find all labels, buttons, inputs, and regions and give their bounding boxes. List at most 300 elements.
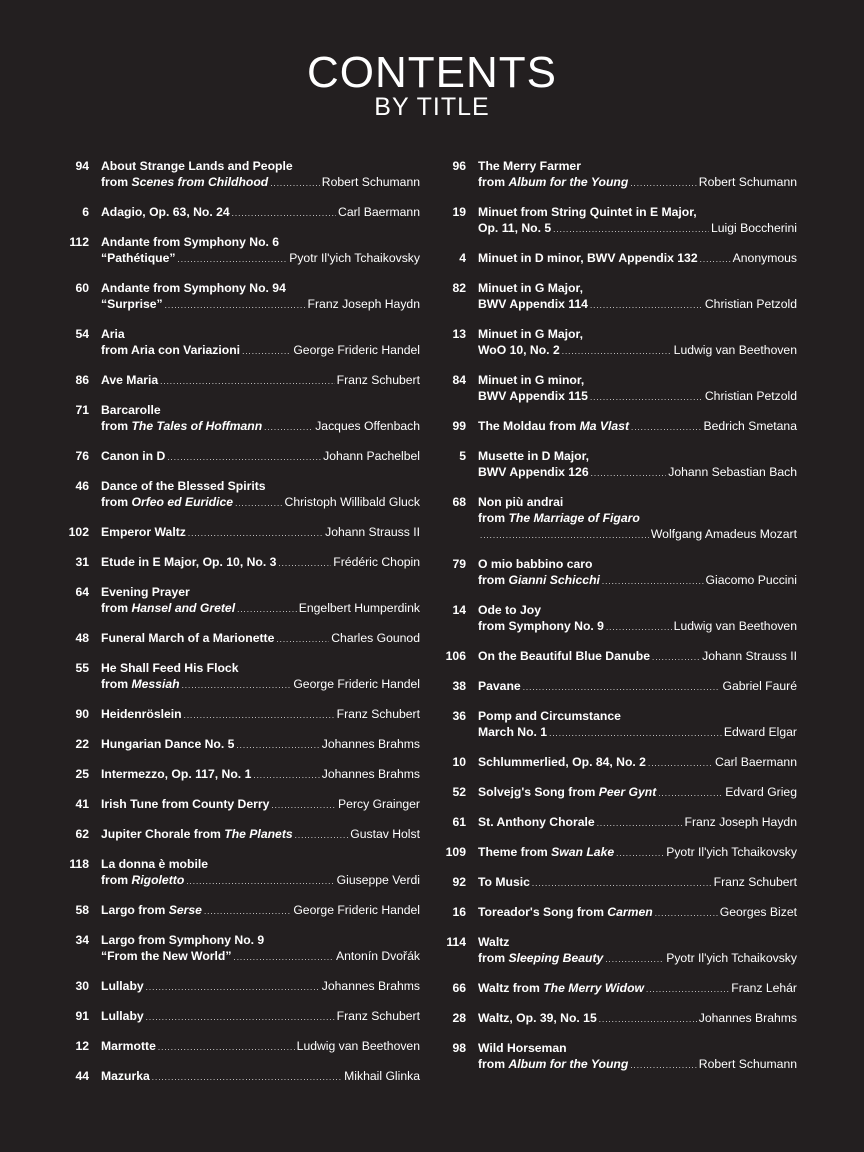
composer-name: Gabriel Fauré — [722, 679, 797, 693]
piece-title — [478, 602, 541, 618]
piece-title — [478, 418, 629, 434]
dot-leader — [590, 390, 703, 406]
piece-title — [101, 1038, 156, 1054]
piece-title — [101, 902, 202, 918]
composer-name: Robert Schumann — [698, 175, 797, 189]
toc-entry — [437, 372, 797, 406]
piece-title-text: Minuet from String Quintet in E Major, — [478, 205, 697, 219]
toc-title-line — [101, 342, 420, 360]
piece-title — [478, 1010, 597, 1026]
toc-entry — [437, 814, 797, 832]
composer-name: Edward Elgar — [723, 725, 797, 739]
toc-title-line — [101, 402, 420, 418]
piece-title-text: Mazurka — [101, 1069, 150, 1083]
piece-title-text: WoO 10, No. 2 — [478, 343, 560, 357]
page-number: 60 — [75, 281, 89, 295]
composer-name: Franz Schubert — [336, 1009, 420, 1023]
page-number: 86 — [75, 373, 89, 387]
piece-title-text: Minuet in G Major, — [478, 327, 583, 341]
toc-entry — [60, 448, 420, 466]
piece-title-italic: The Marriage of Figaro — [508, 511, 640, 525]
toc-entry — [437, 448, 797, 482]
toc-title-line — [101, 250, 420, 268]
piece-title-text: Minuet in G Major, — [478, 281, 583, 295]
toc-entry — [60, 402, 420, 436]
dot-leader — [599, 1012, 697, 1028]
composer-name: Franz Lehár — [731, 981, 797, 995]
dot-leader — [630, 1058, 696, 1074]
piece-title-text: Irish Tune from County Derry — [101, 797, 270, 811]
page-number: 98 — [452, 1041, 466, 1055]
toc-title-line — [101, 174, 420, 192]
page-number: 19 — [452, 205, 466, 219]
dot-leader — [549, 726, 722, 742]
dot-leader — [616, 846, 664, 862]
piece-title-text: “Pathétique” — [101, 251, 176, 265]
composer-name: Mikhail Glinka — [344, 1069, 420, 1083]
toc-entry — [437, 556, 797, 590]
piece-title-italic: The Tales of Hoffmann — [131, 419, 263, 433]
page-number: 41 — [75, 797, 89, 811]
page-number: 25 — [75, 767, 89, 781]
toc-entry — [60, 660, 420, 694]
toc-title-line — [478, 280, 797, 296]
toc-entry — [437, 934, 797, 968]
toc-title-line — [478, 204, 797, 220]
piece-title-italic: Sleeping Beauty — [508, 951, 604, 965]
piece-title — [101, 766, 251, 782]
toc-title-line — [101, 448, 420, 466]
dot-leader — [562, 344, 672, 360]
toc-title-line — [478, 418, 797, 436]
toc-title-line — [478, 526, 797, 544]
toc-entry — [60, 158, 420, 192]
page-number: 92 — [452, 875, 466, 889]
composer-name: Christoph Willibald Gluck — [284, 495, 420, 509]
dot-leader — [276, 632, 329, 648]
toc-entry — [60, 1038, 420, 1056]
toc-entry — [437, 250, 797, 268]
piece-title-text: Emperor Waltz — [101, 525, 186, 539]
piece-title — [101, 234, 279, 250]
dot-leader — [188, 526, 323, 542]
toc-entry — [437, 1010, 797, 1028]
page-number: 10 — [452, 755, 466, 769]
toc-entry — [437, 494, 797, 544]
dot-leader — [655, 906, 718, 922]
toc-entry — [437, 904, 797, 922]
toc-title-line — [101, 706, 420, 724]
piece-title-text: Non più andrai — [478, 495, 564, 509]
composer-name: Bedrich Smetana — [703, 419, 797, 433]
page-number: 71 — [75, 403, 89, 417]
dot-leader — [631, 420, 701, 436]
composer-name: Giacomo Puccini — [705, 573, 797, 587]
composer-name: Anonymous — [732, 251, 797, 265]
composer-name: Johann Strauss II — [702, 649, 797, 663]
composer-name: Giuseppe Verdi — [336, 873, 420, 887]
piece-title — [101, 706, 182, 722]
page-number: 38 — [452, 679, 466, 693]
piece-title — [478, 648, 650, 664]
piece-title-text: St. Anthony Chorale — [478, 815, 595, 829]
page-number: 64 — [75, 585, 89, 599]
dot-leader — [523, 680, 721, 696]
piece-title — [101, 478, 266, 494]
dot-leader — [233, 950, 334, 966]
toc-entry — [60, 554, 420, 572]
page-number: 91 — [75, 1009, 89, 1023]
toc-entry — [60, 932, 420, 966]
piece-title-text: from — [478, 951, 509, 965]
page-number: 6 — [82, 205, 89, 219]
piece-title — [478, 510, 640, 526]
piece-title — [478, 844, 614, 860]
page-number: 30 — [75, 979, 89, 993]
page-number: 12 — [75, 1039, 89, 1053]
toc-title-line — [478, 814, 797, 832]
piece-title — [101, 660, 239, 676]
composer-name: George Frideric Handel — [293, 903, 420, 917]
page-number: 62 — [75, 827, 89, 841]
piece-title-text: Waltz — [478, 935, 510, 949]
page-number: 28 — [452, 1011, 466, 1025]
toc-title-line — [101, 584, 420, 600]
contents-column-right — [437, 158, 797, 1086]
piece-title — [101, 418, 262, 434]
composer-name: Franz Joseph Haydn — [684, 815, 797, 829]
toc-title-line — [101, 856, 420, 872]
piece-title-text: from — [101, 677, 132, 691]
composer-name: Johannes Brahms — [321, 767, 420, 781]
piece-title — [101, 736, 234, 752]
page-number: 52 — [452, 785, 466, 799]
toc-entry — [437, 326, 797, 360]
toc-title-line — [478, 602, 797, 618]
composer-name: Pyotr Il'yich Tchaikovsky — [289, 251, 420, 265]
toc-title-line — [478, 934, 797, 950]
piece-title — [101, 174, 268, 190]
toc-entry — [60, 524, 420, 542]
piece-title — [478, 464, 589, 480]
dot-leader — [658, 786, 723, 802]
piece-title-text: Waltz from — [478, 981, 544, 995]
toc-title-line — [478, 648, 797, 666]
composer-name: Percy Grainger — [338, 797, 420, 811]
toc-title-line — [478, 296, 797, 314]
piece-title — [478, 904, 653, 920]
page-number: 48 — [75, 631, 89, 645]
toc-title-line — [478, 510, 797, 526]
toc-title-line — [478, 556, 797, 572]
page-number: 61 — [452, 815, 466, 829]
page-number: 13 — [452, 327, 466, 341]
piece-title-italic: Rigoletto — [131, 873, 185, 887]
composer-name: Engelbert Humperdink — [298, 601, 420, 615]
composer-name: Johannes Brahms — [321, 737, 420, 751]
piece-title-italic: Serse — [168, 903, 202, 917]
piece-title — [478, 784, 656, 800]
toc-title-line — [478, 372, 797, 388]
toc-title-line — [478, 980, 797, 998]
composer-name: Franz Schubert — [336, 373, 420, 387]
piece-title-text: Op. 11, No. 5 — [478, 221, 552, 235]
piece-title-text: from — [478, 1057, 509, 1071]
toc-entry — [60, 1068, 420, 1086]
page-number: 4 — [459, 251, 466, 265]
toc-title-line — [101, 660, 420, 676]
piece-title — [101, 402, 161, 418]
piece-title-text: from — [101, 873, 132, 887]
piece-title-italic: Album for the Young — [508, 175, 629, 189]
piece-title — [101, 372, 158, 388]
piece-title-text: from — [101, 175, 132, 189]
composer-name: Pyotr Il'yich Tchaikovsky — [666, 845, 797, 859]
piece-title — [478, 708, 621, 724]
dot-leader — [178, 252, 288, 268]
piece-title-text: On the Beautiful Blue Danube — [478, 649, 650, 663]
page-number: 16 — [452, 905, 466, 919]
piece-title — [478, 494, 563, 510]
piece-title-text: from — [101, 419, 132, 433]
piece-title-italic: Gianni Schicchi — [508, 573, 600, 587]
piece-title — [478, 874, 530, 890]
piece-title-text: BWV Appendix 126 — [478, 465, 589, 479]
toc-entry — [60, 1008, 420, 1026]
piece-title-italic: Ma Vlast — [579, 419, 630, 433]
toc-entry — [60, 706, 420, 724]
page-number: 34 — [75, 933, 89, 947]
piece-title — [478, 754, 646, 770]
piece-title-text: Lullaby — [101, 1009, 144, 1023]
composer-name: Antonín Dvořák — [335, 949, 420, 963]
page-number: 84 — [452, 373, 466, 387]
piece-title — [478, 572, 600, 588]
piece-title — [101, 204, 230, 220]
toc-title-line — [101, 554, 420, 572]
page-number: 76 — [75, 449, 89, 463]
page-title: CONTENTS — [307, 48, 557, 97]
dot-leader — [236, 738, 319, 754]
dot-leader — [253, 768, 319, 784]
piece-title-italic: Album for the Young — [508, 1057, 629, 1071]
piece-title — [478, 934, 509, 950]
piece-title-italic: The Planets — [224, 827, 293, 841]
toc-entry — [60, 326, 420, 360]
toc-entry — [60, 234, 420, 268]
page-number: 79 — [452, 557, 466, 571]
composer-name: Johannes Brahms — [321, 979, 420, 993]
piece-title — [478, 220, 551, 236]
dot-leader — [271, 798, 336, 814]
toc-entry — [60, 856, 420, 890]
page-subtitle: BY TITLE — [374, 93, 490, 121]
piece-title-text: Hungarian Dance No. 5 — [101, 737, 235, 751]
composer-name: Carl Baermann — [338, 205, 420, 219]
piece-title-text: BWV Appendix 114 — [478, 297, 588, 311]
piece-title — [101, 494, 233, 510]
page-number: 14 — [452, 603, 466, 617]
piece-title-text: Funeral March of a Marionette — [101, 631, 275, 645]
toc-title-line — [101, 372, 420, 390]
toc-entry — [437, 708, 797, 742]
dot-leader — [264, 420, 313, 436]
dot-leader — [146, 980, 320, 996]
toc-title-line — [101, 766, 420, 784]
toc-entry — [60, 796, 420, 814]
composer-name: Luigi Boccherini — [710, 221, 797, 235]
piece-title — [478, 372, 584, 388]
dot-leader — [591, 466, 667, 482]
piece-title-italic: Orfeo ed Euridice — [131, 495, 234, 509]
toc-title-line — [478, 950, 797, 968]
piece-title — [101, 978, 144, 994]
dot-leader — [630, 176, 696, 192]
toc-entry — [437, 648, 797, 666]
composer-name: Ludwig van Beethoven — [296, 1039, 420, 1053]
toc-entry — [437, 418, 797, 436]
piece-title — [101, 524, 186, 540]
page-number: 114 — [446, 935, 466, 949]
composer-name: Frédéric Chopin — [333, 555, 420, 569]
toc-title-line — [101, 630, 420, 648]
composer-name: Franz Joseph Haydn — [307, 297, 420, 311]
composer-name: Carl Baermann — [715, 755, 797, 769]
toc-title-line — [478, 1040, 797, 1056]
page-number: 112 — [69, 235, 89, 249]
toc-title-line — [478, 464, 797, 482]
dot-leader — [160, 374, 335, 390]
toc-entry — [437, 844, 797, 862]
composer-name: Robert Schumann — [321, 175, 420, 189]
piece-title — [101, 280, 286, 296]
dot-leader — [652, 650, 700, 666]
composer-name: Christian Petzold — [704, 297, 797, 311]
dot-leader — [590, 298, 703, 314]
piece-title — [101, 856, 208, 872]
toc-entry — [437, 784, 797, 802]
toc-title-line — [478, 678, 797, 696]
dot-leader — [237, 602, 297, 618]
page-number: 44 — [75, 1069, 89, 1083]
toc-entry — [437, 678, 797, 696]
toc-title-line — [478, 342, 797, 360]
piece-title — [101, 554, 276, 570]
toc-title-line — [101, 948, 420, 966]
page-number: 46 — [75, 479, 89, 493]
piece-title-text: BWV Appendix 115 — [478, 389, 588, 403]
piece-title — [478, 1040, 567, 1056]
page-number: 109 — [445, 845, 466, 859]
composer-name: Christian Petzold — [704, 389, 797, 403]
piece-title-text: Marmotte — [101, 1039, 156, 1053]
piece-title — [478, 980, 644, 996]
piece-title — [101, 676, 180, 692]
toc-entry — [60, 372, 420, 390]
page-number: 94 — [75, 159, 89, 173]
piece-title — [101, 826, 293, 842]
composer-name: Wolfgang Amadeus Mozart — [650, 527, 797, 541]
piece-title — [478, 388, 588, 404]
toc-title-line — [101, 736, 420, 754]
toc-title-line — [101, 872, 420, 890]
page-number: 58 — [75, 903, 89, 917]
contents-column-left — [60, 158, 420, 1098]
piece-title-text: Largo from — [101, 903, 169, 917]
piece-title — [478, 618, 604, 634]
piece-title-text: Ave Maria — [101, 373, 159, 387]
toc-entry — [60, 584, 420, 618]
composer-name: Gustav Holst — [350, 827, 420, 841]
toc-title-line — [101, 418, 420, 436]
page-number: 22 — [75, 737, 89, 751]
page-number: 36 — [452, 709, 466, 723]
toc-title-line — [101, 1038, 420, 1056]
toc-entry — [437, 874, 797, 892]
composer-name: George Frideric Handel — [293, 343, 420, 357]
piece-title-text: from Symphony No. 9 — [478, 619, 604, 633]
piece-title-text: Evening Prayer — [101, 585, 190, 599]
piece-title-text: Wild Horseman — [478, 1041, 567, 1055]
toc-title-line — [101, 326, 420, 342]
piece-title-text: Aria — [101, 327, 125, 341]
piece-title — [101, 448, 165, 464]
dot-leader — [146, 1010, 335, 1026]
piece-title-text: Barcarolle — [101, 403, 161, 417]
piece-title-text: The Merry Farmer — [478, 159, 581, 173]
dot-leader — [597, 816, 683, 832]
piece-title — [478, 448, 589, 464]
piece-title-text: Etude in E Major, Op. 10, No. 3 — [101, 555, 277, 569]
toc-title-line — [101, 826, 420, 844]
piece-title-text: La donna è mobile — [101, 857, 208, 871]
piece-title-italic: Swan Lake — [551, 845, 615, 859]
piece-title-text: Theme from — [478, 845, 552, 859]
dot-leader — [700, 252, 731, 268]
piece-title-text: Andante from Symphony No. 94 — [101, 281, 286, 295]
toc-title-line — [101, 932, 420, 948]
piece-title — [101, 630, 274, 646]
piece-title-text: Jupiter Chorale from — [101, 827, 225, 841]
piece-title-text: About Strange Lands and People — [101, 159, 293, 173]
piece-title-italic: Carmen — [607, 905, 653, 919]
piece-title-text: from — [478, 573, 509, 587]
toc-title-line — [101, 524, 420, 542]
composer-name: Jacques Offenbach — [315, 419, 420, 433]
toc-title-line — [101, 676, 420, 694]
composer-name: Georges Bizet — [719, 905, 797, 919]
toc-title-line — [478, 250, 797, 268]
toc-entry — [437, 204, 797, 238]
piece-title-text: from — [101, 601, 132, 615]
piece-title-text: Heidenröslein — [101, 707, 182, 721]
composer-name: Ludwig van Beethoven — [673, 343, 797, 357]
dot-leader — [605, 952, 664, 968]
page-number: 102 — [68, 525, 89, 539]
toc-entry — [60, 766, 420, 784]
toc-title-line — [478, 618, 797, 636]
piece-title-text: from — [478, 175, 509, 189]
piece-title — [101, 948, 231, 964]
composer-name: Robert Schumann — [698, 1057, 797, 1071]
dot-leader — [182, 678, 292, 694]
piece-title — [478, 250, 698, 266]
piece-title — [101, 796, 269, 812]
dot-leader — [232, 206, 336, 222]
dot-leader — [242, 344, 291, 360]
piece-title-text: March No. 1 — [478, 725, 548, 739]
dot-leader — [553, 222, 709, 238]
